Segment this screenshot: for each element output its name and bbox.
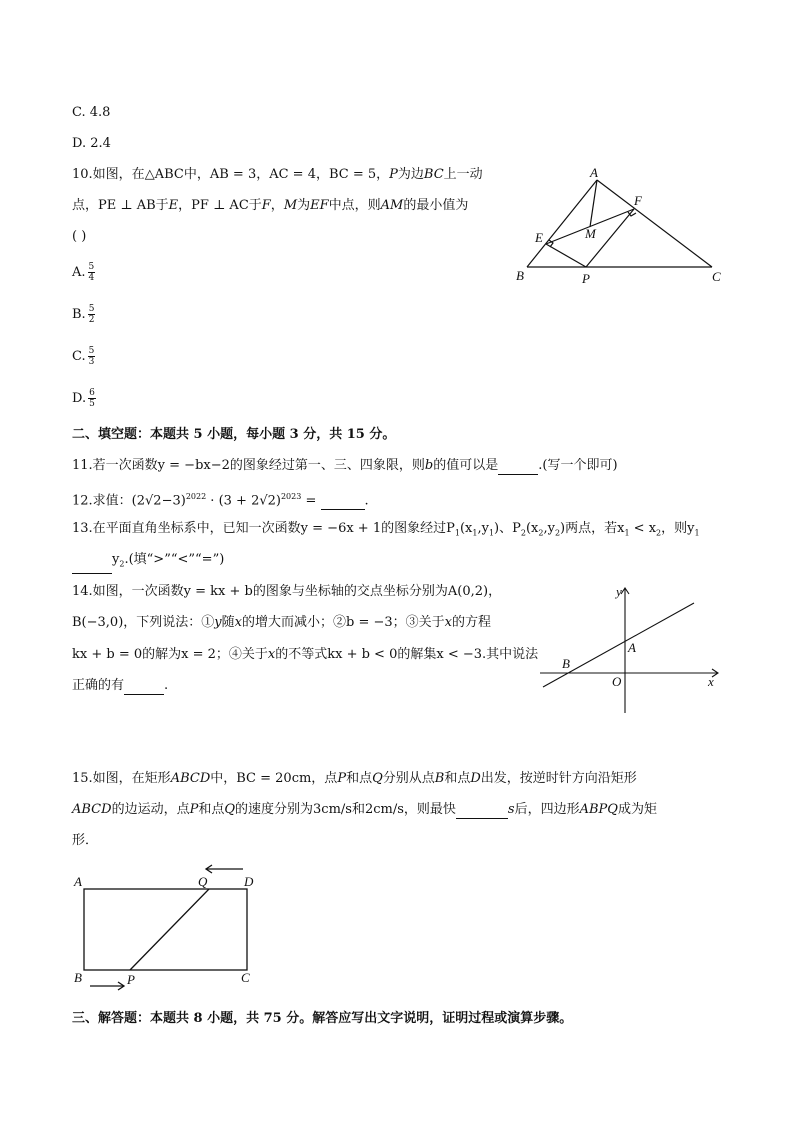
label-e: E: [535, 230, 543, 245]
q10-option-d: D. $\frac{6}{5}$: [72, 388, 95, 409]
q13-line2: $y_2$.(填“>”“<”“=”): [72, 551, 224, 574]
q14-line1: 14.如图，一次函数y = kx + b的图象与坐标轴的交点坐标分别为A(0,2)，: [72, 584, 502, 599]
rectangle-abcd: [84, 889, 247, 970]
q14-line2: B(−3,0)，下列说法：①y随x的增大而减小；②b = −3；③关于x的方程: [72, 615, 491, 630]
q10-option-c: C. $\frac{5}{3}$: [72, 346, 95, 367]
label-d: D: [244, 874, 254, 889]
label-p: P: [127, 972, 135, 987]
label-x-axis: x: [708, 674, 714, 689]
label-c: C: [712, 269, 721, 284]
q10-line1: 10.如图，在△ABC中，AB = 3，AC = 4，BC = 5，P为边BC上一动: [72, 167, 483, 182]
label-o: O: [612, 674, 622, 689]
label-b: B: [516, 268, 524, 283]
q12: 12.求值：$(2√2-3)^{2022} \cdot (3 + 2√2)^{2023}$ = .: [72, 492, 369, 509]
q10-bracket: ( ): [72, 229, 87, 244]
q10-line2: 点，PE ⊥ AB于E，PF ⊥ AC于F，M为EF中点，则AM的最小值为: [72, 198, 469, 213]
q10-option-b: B. $\frac{5}{2}$: [72, 304, 95, 325]
q9-option-d: D. 2.4: [72, 136, 111, 151]
q9-option-c: C. 4.8: [72, 105, 111, 120]
fraction: $\frac{5}{3}$: [88, 346, 95, 367]
q15-line1: 15.如图，在矩形ABCD中，BC = 20cm，点P和点Q分别从点B和点D出发，按逆时针方向沿矩形: [72, 771, 637, 786]
q11: 11.若一次函数y = −bx−2的图象经过第一、三、四象限，则b的值可以是 .(写一个即可): [72, 458, 618, 473]
q15-line3: 形．: [72, 833, 99, 848]
q15-line2: ABCD的边运动，点P和点Q的速度分别为3cm/s和2cm/s，则最快 s后，四边形ABPQ成为矩: [72, 802, 657, 817]
fraction: $\frac{5}{4}$: [88, 262, 95, 283]
q13-line1: 13.在平面直角坐标系中，已知一次函数y = −6x + 1的图象经过$P_1(x_1,y_1)$、$P_2(x_2,y_2)$两点，若$x_1 < x_2$，则$y_1$: [72, 521, 700, 538]
q14-line3: kx + b = 0的解为x = 2；④关于x的不等式kx + b < 0的解集x < −3.其中说法: [72, 647, 539, 662]
label-y-axis: y: [616, 584, 622, 599]
fraction: $\frac{6}{5}$: [89, 388, 95, 409]
fraction: $\frac{5}{2}$: [88, 304, 95, 325]
label-a: A: [590, 165, 598, 180]
label-q: Q: [198, 874, 208, 889]
q10-option-a: A. $\frac{5}{4}$: [72, 262, 95, 283]
label-p: P: [582, 271, 590, 286]
label-a: A: [74, 874, 82, 889]
label-a: A: [628, 640, 636, 655]
label-f: F: [634, 193, 642, 208]
segment-pq: [130, 889, 209, 970]
section-3-heading: 三、解答题：本题共 8 小题，共 75 分。解答应写出文字说明，证明过程或演算步骤。: [72, 1011, 573, 1026]
section-2-heading: 二、填空题：本题共 5 小题，每小题 3 分，共 15 分。: [72, 427, 396, 442]
q14-line4: 正确的有 .: [72, 678, 169, 693]
label-m: M: [585, 226, 596, 241]
label-b: B: [562, 656, 570, 671]
label-c: C: [241, 970, 250, 985]
label-b: B: [74, 970, 82, 985]
